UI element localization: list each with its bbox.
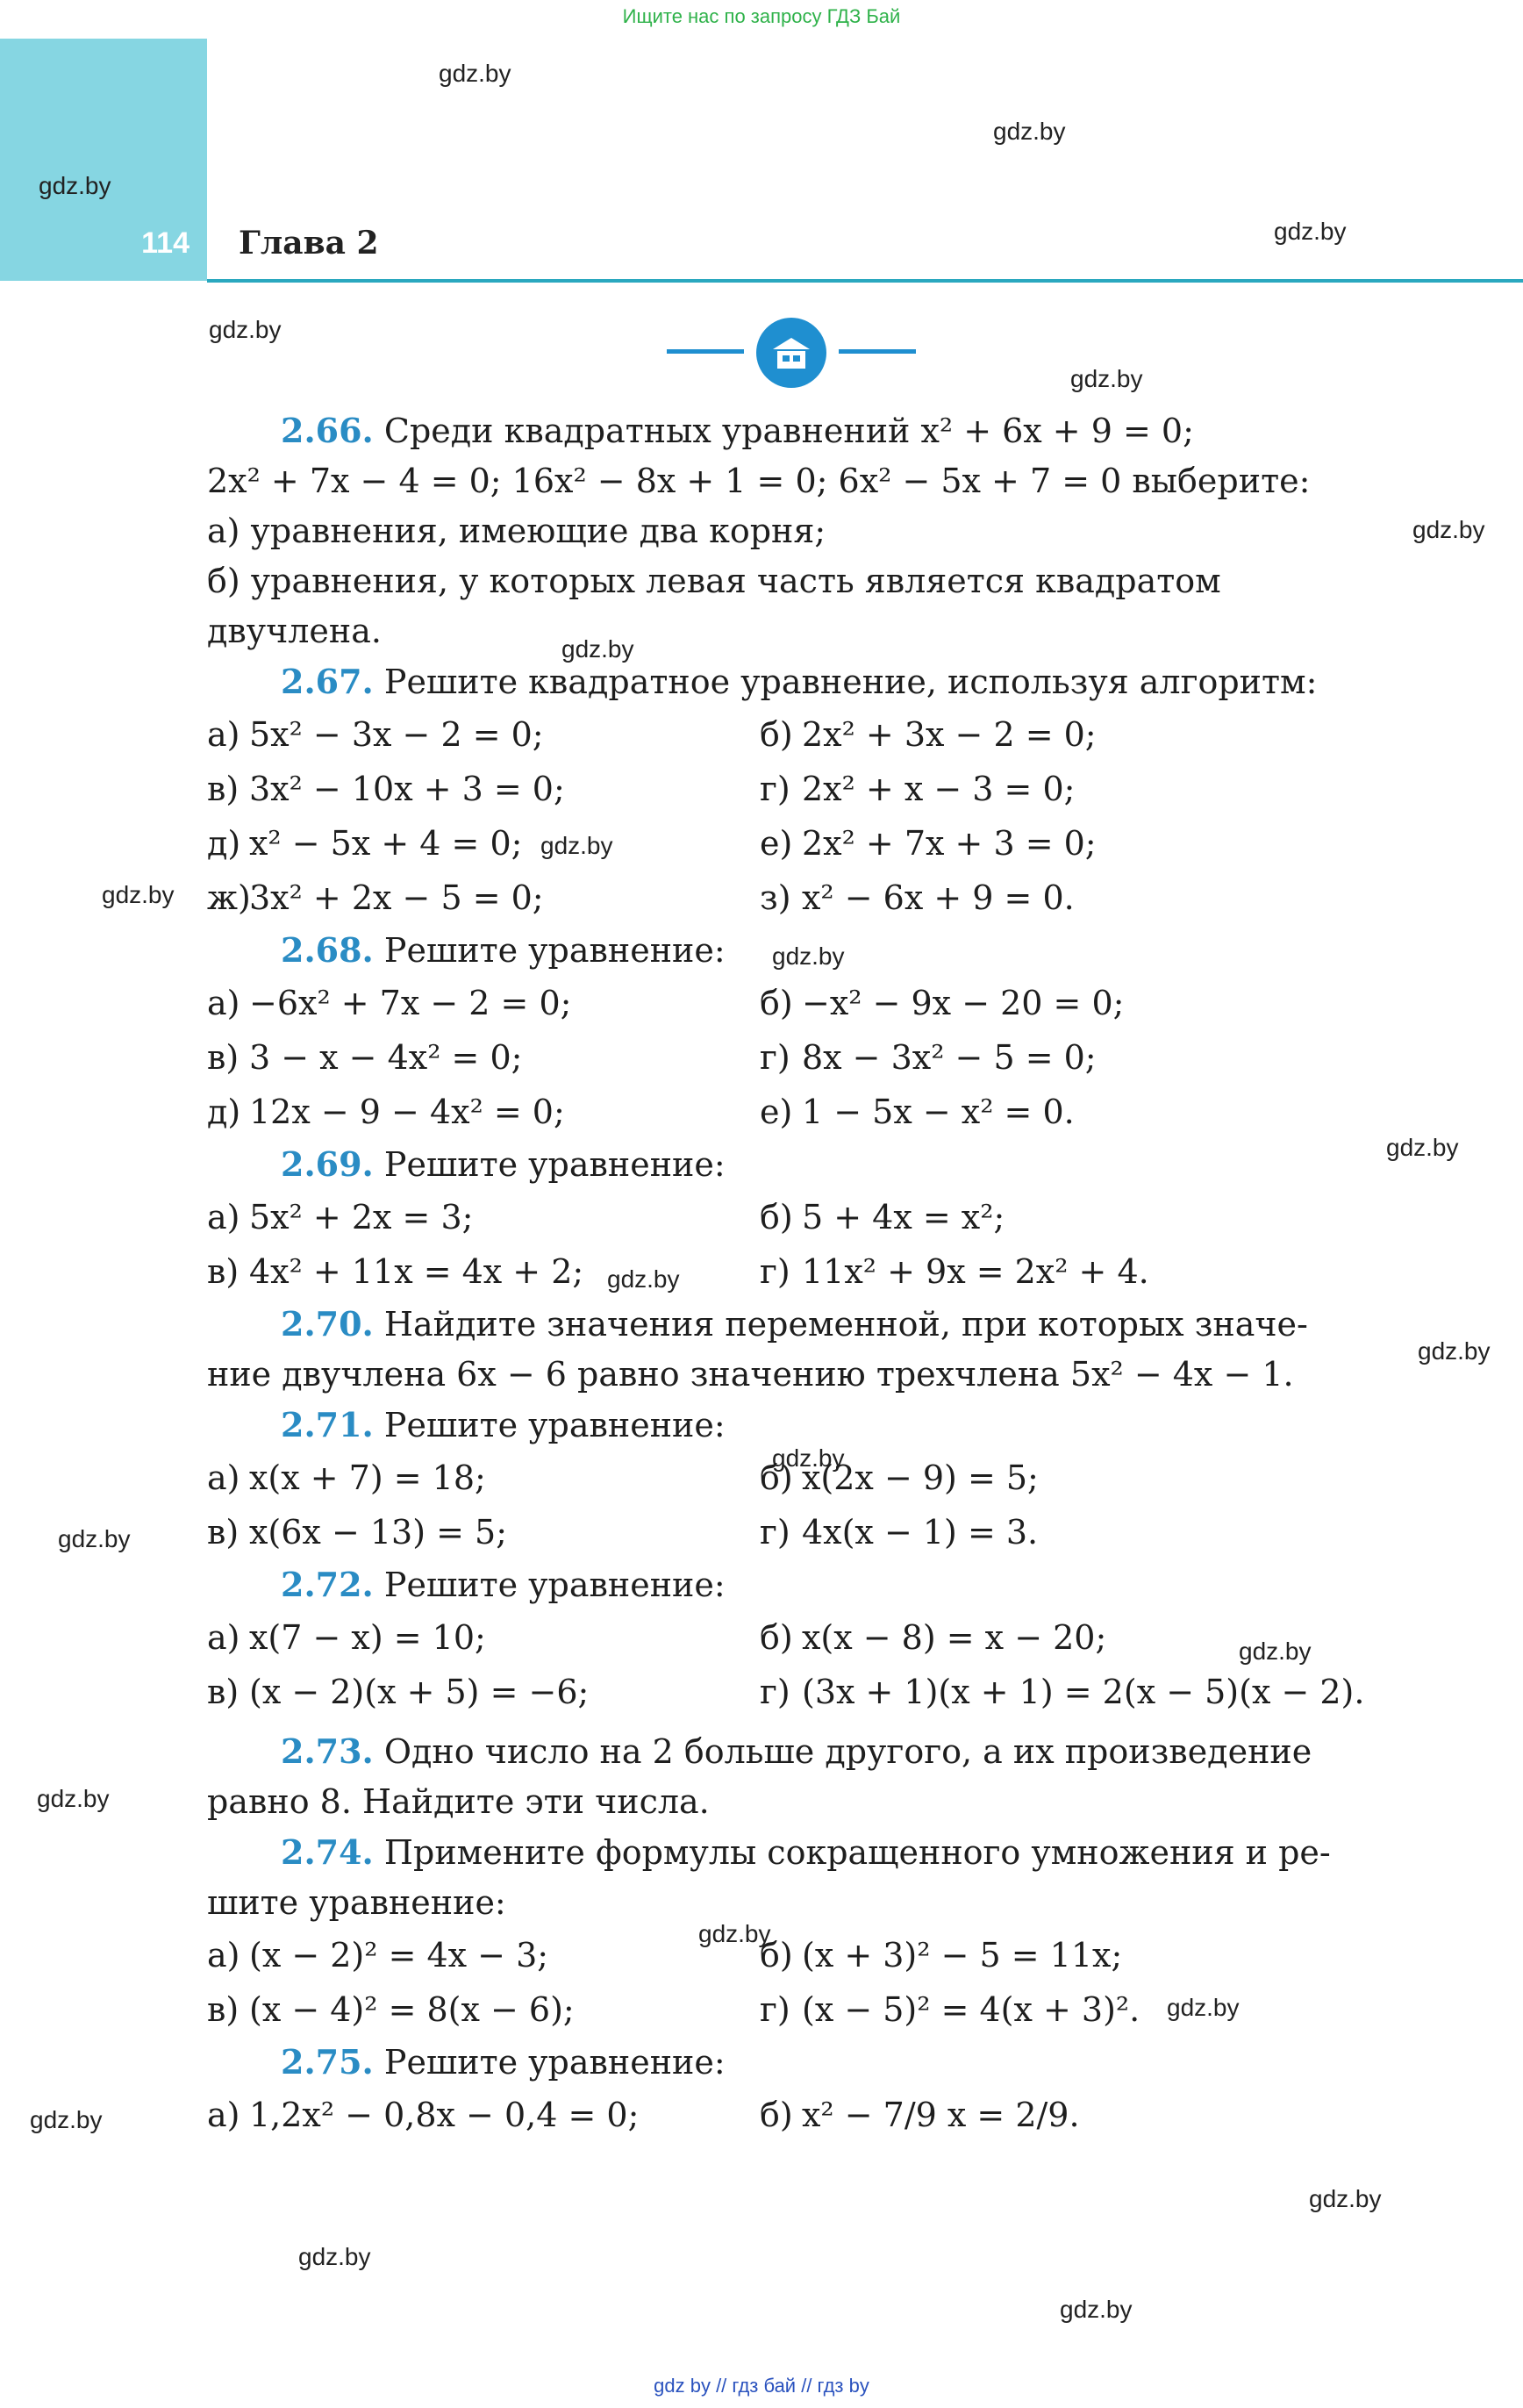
problem-2-72 (207, 1559, 1377, 1719)
equation: 2x² + x − 3 = 0; (802, 770, 1076, 808)
problem-number: 2.71. (281, 1405, 374, 1444)
item-label: в) (207, 1038, 240, 1077)
equation: 2x² + 7x + 3 = 0; (802, 824, 1097, 863)
item-label: в) (207, 1673, 240, 1711)
watermark: gdz.by (298, 2243, 371, 2270)
subitem-b-cont: двучлена. (207, 612, 382, 650)
home-divider-right (839, 349, 916, 354)
watermark: gdz.by (1070, 365, 1143, 392)
equation: x(x + 7) = 18; (249, 1458, 486, 1497)
problem-number: 2.75. (281, 2042, 374, 2082)
equation: x² − 5x + 4 = 0; (249, 824, 523, 863)
header-rule (207, 279, 1523, 283)
equation: −6x² + 7x − 2 = 0; (249, 984, 572, 1022)
problem-2-74 (207, 1827, 1377, 2037)
watermark: gdz.by (561, 635, 634, 663)
watermark: gdz.by (772, 942, 845, 970)
subitem-a: а) уравнения, имеющие два корня; (207, 512, 826, 550)
watermark: gdz.by (1060, 2296, 1133, 2323)
item-label: б) (760, 715, 793, 754)
equation: (x − 4)² = 8(x − 6); (249, 1990, 575, 2029)
equation-row (207, 1451, 1377, 1505)
watermark: gdz.by (1418, 1337, 1491, 1365)
watermark: gdz.by (37, 1785, 110, 1812)
equation: x² − 7/9 x = 2/9. (802, 2096, 1080, 2134)
equation-row (207, 871, 1377, 925)
equation: 5x² + 2x = 3; (249, 1198, 474, 1236)
item-label: е) (760, 1093, 793, 1131)
top-banner: Ищите нас по запросу ГДЗ Бай (622, 5, 901, 27)
item-label: б) (760, 1936, 793, 1974)
item-label: б) (760, 1198, 793, 1236)
problem-text: ние двучлена 6x − 6 равно значению трехчлена 5x² − 4x − 1. (207, 1355, 1294, 1394)
problem-text: Решите уравнение: (383, 1145, 726, 1184)
item-label: д) (207, 824, 241, 863)
watermark: gdz.by (1239, 1638, 1312, 1665)
watermark: gdz.by (1167, 1994, 1240, 2021)
equation: 3x² + 2x − 5 = 0; (249, 878, 544, 917)
equation-row (207, 1928, 1377, 1982)
footer-links[interactable]: gdz by // гдз бай // гдз by (654, 2375, 869, 2397)
watermark: gdz.by (1274, 218, 1347, 245)
item-label: в) (207, 1990, 240, 2029)
problem-text: Среди квадратных уравнений x² + 6x + 9 = 0; (383, 412, 1194, 450)
item-label: а) (207, 984, 240, 1022)
watermark: gdz.by (1412, 516, 1485, 543)
item-label: а) (207, 2096, 240, 2134)
equation: 5x² − 3x − 2 = 0; (249, 715, 544, 754)
equation-row (207, 816, 1377, 871)
problem-line (207, 1299, 1377, 1350)
problem-text: Решите уравнение: (383, 1406, 726, 1444)
equation: 8x − 3x² − 5 = 0; (802, 1038, 1097, 1077)
item-label: ж) (207, 878, 251, 917)
watermark: gdz.by (993, 118, 1066, 145)
problem-line (207, 2037, 1377, 2088)
problem-text: Решите уравнение: (383, 2043, 726, 2082)
equation: 4x(x − 1) = 3. (802, 1513, 1039, 1552)
problem-2-68 (207, 925, 1377, 1139)
problem-text: 2x² + 7x − 4 = 0; 16x² − 8x + 1 = 0; 6x² − 5x + 7 = 0 выберите: (207, 462, 1311, 500)
problem-line (207, 656, 1377, 707)
problem-line (207, 1400, 1377, 1451)
problem-line (207, 1139, 1377, 1190)
equation-row (207, 1982, 1377, 2037)
item-label: а) (207, 1936, 240, 1974)
problem-text: шите уравнение: (207, 1883, 506, 1922)
equation: 4x² + 11x = 4x + 2; (249, 1252, 584, 1291)
problem-text: Решите уравнение: (383, 931, 726, 970)
equation: (x − 5)² = 4(x + 3)². (802, 1990, 1140, 2029)
equation: (3x + 1)(x + 1) = 2(x − 5)(x − 2). (802, 1673, 1365, 1711)
watermark: gdz.by (1309, 2185, 1382, 2212)
item-label: г) (760, 1038, 790, 1077)
item-label: б) (760, 1458, 793, 1497)
problem-text: Примените формулы сокращенного умножения и ре- (383, 1833, 1331, 1872)
equation: −x² − 9x − 20 = 0; (802, 984, 1125, 1022)
home-icon (756, 318, 826, 388)
subitem-b: б) уравнения, у которых левая часть является квадратом (207, 562, 1221, 600)
problem-line (207, 405, 1377, 456)
equation-row (207, 1085, 1377, 1139)
problem-text: равно 8. Найдите эти числа. (207, 1782, 710, 1821)
equation: 1,2x² − 0,8x − 0,4 = 0; (249, 2096, 640, 2134)
problem-line (207, 925, 1377, 976)
watermark: gdz.by (209, 316, 282, 343)
problem-2-69 (207, 1139, 1377, 1299)
equation: 12x − 9 − 4x² = 0; (249, 1093, 565, 1131)
equation: x(2x − 9) = 5; (802, 1458, 1039, 1497)
problem-text: Решите квадратное уравнение, используя алгоритм: (383, 663, 1318, 701)
watermark: gdz.by (102, 881, 175, 908)
chapter-title: Глава 2 (239, 225, 379, 262)
problem-2-70 (207, 1299, 1377, 1400)
problem-text: Найдите значения переменной, при которых значе- (383, 1305, 1308, 1344)
item-label: а) (207, 715, 240, 754)
watermark: gdz.by (439, 60, 511, 87)
problem-2-66 (207, 405, 1377, 656)
item-label: б) (760, 984, 793, 1022)
equation-row (207, 1244, 1377, 1299)
item-label: е) (760, 824, 793, 863)
item-label: г) (760, 1673, 790, 1711)
item-label: г) (760, 770, 790, 808)
equation-row (207, 1665, 1377, 1719)
problem-text: Одно число на 2 больше другого, а их произведение (383, 1732, 1312, 1771)
equation-row (207, 2088, 1377, 2142)
problem-number: 2.69. (281, 1144, 374, 1184)
home-divider-left (667, 349, 744, 354)
item-label: в) (207, 1252, 240, 1291)
equation: x(6x − 13) = 5; (249, 1513, 508, 1552)
watermark: gdz.by (698, 1920, 771, 1947)
equation: (x − 2)² = 4x − 3; (249, 1936, 549, 1974)
equation: 5 + 4x = x²; (802, 1198, 1005, 1236)
watermark: gdz.by (772, 1444, 845, 1472)
problem-number: 2.72. (281, 1565, 374, 1604)
problem-number: 2.66. (281, 411, 374, 450)
equation: x² − 6x + 9 = 0. (802, 878, 1075, 917)
item-label: д) (207, 1093, 241, 1131)
item-label: а) (207, 1458, 240, 1497)
item-label: г) (760, 1990, 790, 2029)
problem-list (207, 405, 1377, 2142)
equation: 11x² + 9x = 2x² + 4. (802, 1252, 1149, 1291)
equation: (x − 2)(x + 5) = −6; (249, 1673, 590, 1711)
problem-line (207, 1726, 1377, 1777)
item-label: г) (760, 1513, 790, 1552)
item-label: б) (760, 2096, 793, 2134)
equation-row (207, 707, 1377, 762)
item-label: б) (760, 1618, 793, 1657)
watermark: gdz.by (39, 172, 111, 199)
equation-row (207, 1610, 1377, 1665)
problem-2-71 (207, 1400, 1377, 1559)
problem-line (207, 1559, 1377, 1610)
problem-2-73 (207, 1726, 1377, 1827)
equation: x(x − 8) = x − 20; (802, 1618, 1107, 1657)
equation-row (207, 1030, 1377, 1085)
watermark: gdz.by (540, 832, 613, 859)
equation-row (207, 1190, 1377, 1244)
equation: 1 − 5x − x² = 0. (802, 1093, 1075, 1131)
problem-text: Решите уравнение: (383, 1566, 726, 1604)
problem-number: 2.73. (281, 1731, 374, 1771)
problem-number: 2.74. (281, 1832, 374, 1872)
equation-row (207, 762, 1377, 816)
equation: (x + 3)² − 5 = 11x; (802, 1936, 1123, 1974)
item-label: в) (207, 1513, 240, 1552)
item-label: з) (760, 878, 791, 917)
equation: x(7 − x) = 10; (249, 1618, 486, 1657)
equation: 3 − x − 4x² = 0; (249, 1038, 523, 1077)
equation: 2x² + 3x − 2 = 0; (802, 715, 1097, 754)
problem-number: 2.68. (281, 930, 374, 970)
item-label: а) (207, 1618, 240, 1657)
watermark: gdz.by (58, 1525, 131, 1552)
item-label: а) (207, 1198, 240, 1236)
problem-number: 2.67. (281, 662, 374, 701)
equation-row (207, 976, 1377, 1030)
watermark: gdz.by (1386, 1134, 1459, 1161)
equation: 3x² − 10x + 3 = 0; (249, 770, 565, 808)
watermark: gdz.by (30, 2106, 103, 2133)
problem-line (207, 1827, 1377, 1878)
problem-2-67 (207, 656, 1377, 925)
problem-2-75 (207, 2037, 1377, 2142)
item-label: г) (760, 1252, 790, 1291)
page-number: 114 (141, 226, 189, 260)
watermark: gdz.by (607, 1265, 680, 1293)
problem-number: 2.70. (281, 1304, 374, 1344)
item-label: в) (207, 770, 240, 808)
equation-row (207, 1505, 1377, 1559)
